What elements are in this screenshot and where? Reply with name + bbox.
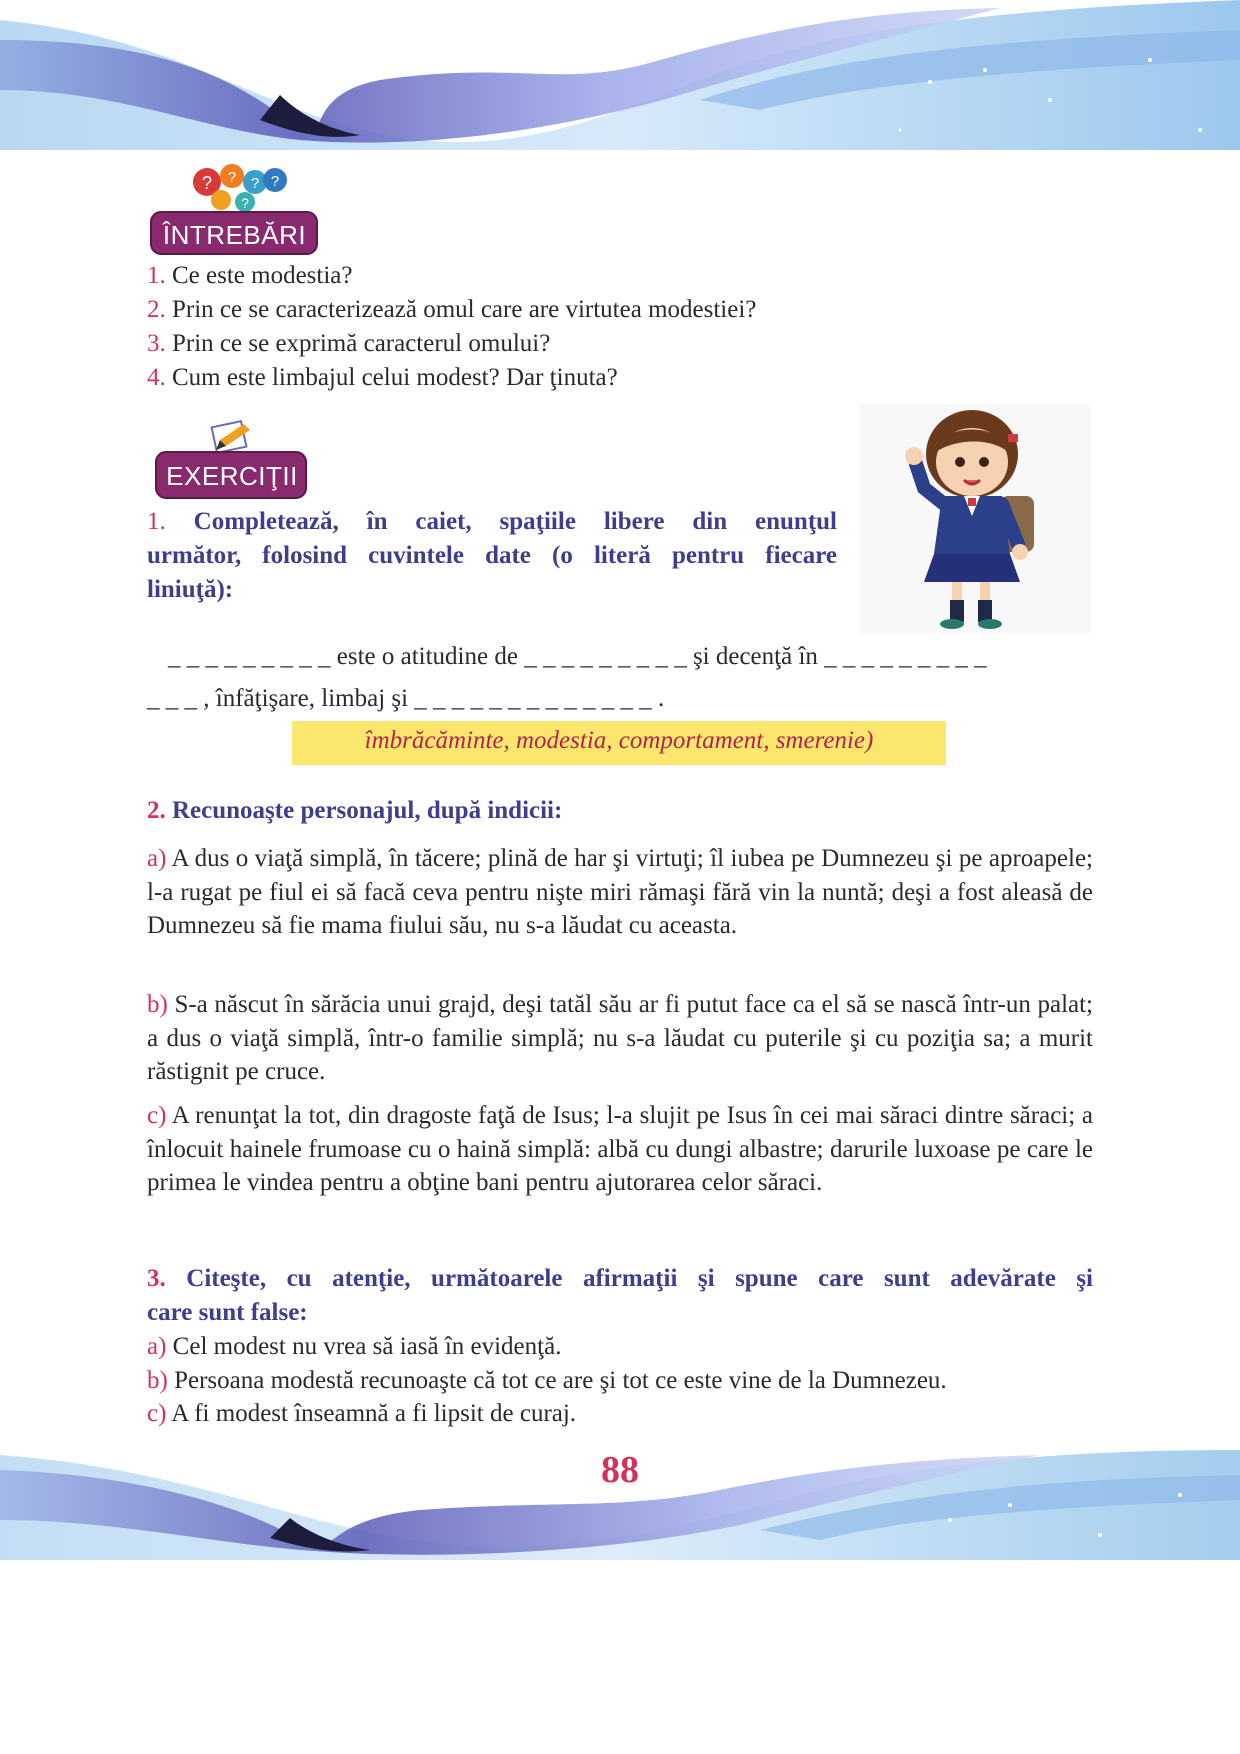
question-text: Ce este modestia? [172, 262, 353, 289]
question-number: 2. [147, 296, 166, 323]
clue-text: S-a născut în sărăcia unui grajd, deşi tatăl său ar fi putut face ca el să se nască într-un palat; a dus o viaţă simplă, într-o familie simplă; nu s-a lăudat cu puterile şi cu poziţia sa; a murit răstignit pe cruce. [147, 991, 1094, 1085]
statement-letter: b) [147, 1367, 168, 1394]
exercise-number: 1 [147, 508, 160, 535]
question-text: Prin ce se caracterizează omul care are virtutea modestiei? [172, 296, 757, 323]
questions-badge-label: ÎNTREBĂRI [162, 220, 307, 250]
svg-text:?: ? [270, 173, 280, 190]
exercises-badge-label: EXERCIŢII [166, 461, 298, 491]
exercise-1-heading-line: liniuţă): [147, 576, 234, 603]
clue-text: A dus o viaţă simplă, în tăcere; plină de har şi virtuţi; îl iubea pe Dumnezeu şi pe aproapele; l-a rugat pe fiul ei să facă ceva pentru nişte miri rămaşi fără vin la nuntă; deşi a fost aleasă de Dumnezeu să fie mama fiului său, nu s-a lăudat cu aceasta. [147, 845, 1093, 939]
exercise-3-heading-line: Citeşte, cu atenţie, următoarele afirmaţii şi spune care sunt adevărate şi [186, 1265, 1094, 1292]
question-item [147, 259, 353, 293]
statement-text: A fi modest înseamnă a fi lipsit de curaj. [171, 1400, 577, 1427]
exercise-number: 2 [147, 797, 160, 824]
clue-paragraph [147, 1099, 1093, 1200]
clue-letter: a) [147, 845, 167, 872]
exercise-2-heading: 2. Recunoaşte personajul, după indicii: [147, 797, 563, 824]
svg-text:?: ? [227, 169, 237, 186]
wave-decoration [0, 0, 1240, 152]
word-bank-text: îmbrăcăminte, modestia, comportament, smerenie) [364, 727, 874, 754]
question-number: 4. [147, 364, 166, 391]
questions-badge [147, 160, 322, 258]
statement-letter: a) [147, 1333, 167, 1360]
question-item [147, 293, 756, 327]
fill-in-line: _ _ _ _ _ _ _ _ _ este o atitudine de _ _ _ _ _ _ _ _ _ şi decenţă în _ _ _ _ _ _ _ _ _ [168, 643, 987, 670]
exercise-1-heading: 1. Completează, în caiet, spaţiile libere din enunţul următor, folosind cuvintele date (o literă pentru fiecare liniuţă): [147, 508, 837, 603]
svg-text:?: ? [241, 195, 249, 211]
fill-in-line: _ _ _ , înfăţişare, limbaj şi _ _ _ _ _ _ _ _ _ _ _ _ _ . [147, 685, 665, 712]
exercise-number: 3 [147, 1265, 160, 1292]
clue-paragraph [147, 988, 1093, 1089]
question-item [147, 327, 550, 361]
svg-text:?: ? [250, 175, 260, 192]
exercise-1-heading-line: următor, folosind cuvintele date (o literă pentru fiecare [147, 542, 837, 569]
clue-text: A renunţat la tot, din dragoste faţă de Isus; l-a slujit pe Isus în cei mai săraci dintre săraci; a înlocuit hainele frumoase cu o haină simplă: albă cu dungi albastre; darurile luxoase pe care le primea le vindea pentru a obţine bani pentru ajutorarea celor săraci. [147, 1102, 1093, 1196]
question-item [147, 361, 618, 395]
statement-text: Cel modest nu vrea să iasă în evidenţă. [172, 1333, 562, 1360]
exercise-2-heading-text: Recunoaşte personajul, după indicii: [172, 797, 563, 824]
exercise-1-heading-line: Completează, în caiet, spaţiile libere din enunţul [193, 508, 837, 535]
exercises-badge [152, 420, 312, 504]
question-number: 1. [147, 262, 166, 289]
statement-letter: c) [147, 1400, 167, 1427]
schoolgirl-image [860, 404, 1090, 634]
page-number: 88 [601, 1449, 639, 1491]
question-number: 3. [147, 330, 166, 357]
exercise-3-heading: 3. Citeşte, cu atenţie, următoarele afirmaţii şi spune care sunt adevărate şi care sunt false: [147, 1265, 1094, 1326]
statement-item [147, 1364, 947, 1398]
clue-paragraph [147, 842, 1093, 943]
question-text: Cum este limbajul celui modest? Dar ţinuta? [172, 364, 618, 391]
clue-letter: c) [147, 1102, 167, 1129]
statement-item [147, 1330, 561, 1364]
question-text: Prin ce se exprimă caracterul omului? [172, 330, 551, 357]
svg-text:?: ? [201, 173, 213, 193]
statement-text: Persoana modestă recunoaşte că tot ce are şi tot ce este vine de la Dumnezeu. [174, 1367, 947, 1394]
clue-letter: b) [147, 991, 168, 1018]
exercise-3-heading-line: care sunt false: [147, 1299, 308, 1326]
top-decorative-banner [0, 0, 1240, 152]
schoolgirl-illustration [860, 404, 1090, 634]
statement-item [147, 1397, 576, 1431]
word-bank-box [292, 721, 946, 765]
